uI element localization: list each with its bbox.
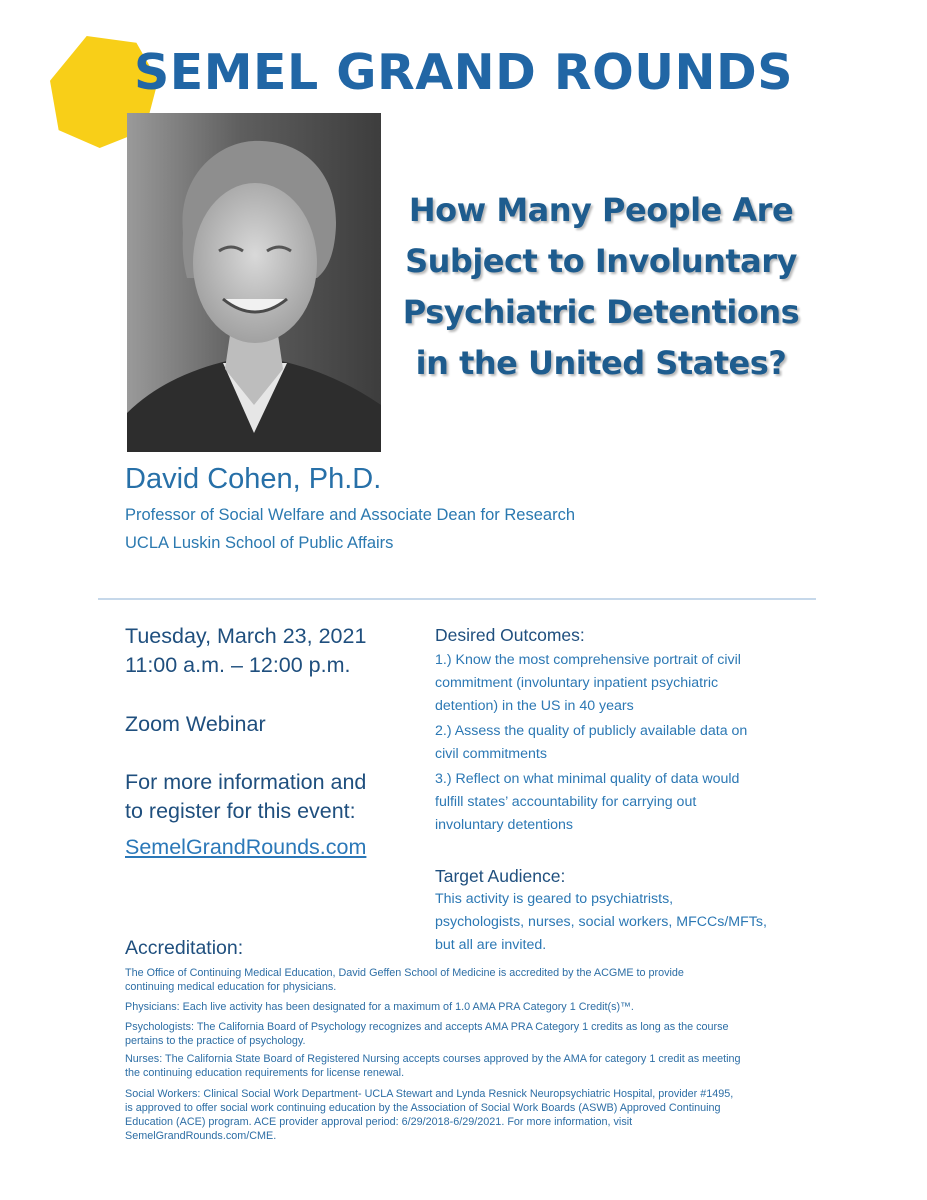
accreditation-line: Physicians: Each live activity has been designated for a maximum of 1.0 AMA PRA Category 1 Credit(s)™.	[125, 1001, 634, 1013]
outcome-line: fulfill states’ accountability for carrying out	[435, 794, 697, 810]
outcome-line: commitment (involuntary inpatient psychiatric	[435, 675, 719, 691]
accreditation-paragraph	[125, 1087, 825, 1143]
accreditation-heading: Accreditation:	[125, 937, 244, 959]
talk-title-line: in the United States?	[415, 344, 787, 382]
speaker-photo	[127, 113, 381, 452]
register-link[interactable]: SemelGrandRounds.com	[125, 835, 367, 859]
outcome-item-2	[435, 720, 795, 766]
accreditation-paragraph	[125, 966, 825, 994]
accreditation-line: Social Workers: Clinical Social Work Department- UCLA Stewart and Lynda Resnick Neuropsychiatric Hospital, provider #1495,	[125, 1088, 734, 1100]
accreditation-line: is approved to offer social work continuing education by the Association of Social Work Boards (ASWB) Approved Continuing	[125, 1102, 721, 1114]
audience-line: but all are invited.	[435, 937, 547, 953]
accreditation-line: The Office of Continuing Medical Education, David Geffen School of Medicine is accredited by the ACGME to provide	[125, 967, 684, 979]
talk-title-line: How Many People Are	[408, 191, 794, 229]
accreditation-line: the continuing education requirements for license renewal.	[125, 1067, 405, 1079]
audience-heading: Target Audience:	[435, 866, 566, 886]
accreditation-paragraph	[125, 1020, 825, 1048]
speaker-name: David Cohen, Ph.D.	[125, 463, 382, 495]
outcome-item-3	[435, 768, 795, 837]
register-info-line: For more information and	[125, 770, 367, 794]
event-date: Tuesday, March 23, 2021	[125, 624, 367, 648]
event-venue: Zoom Webinar	[125, 712, 266, 736]
section-divider	[98, 598, 816, 600]
accreditation-paragraph	[125, 1000, 825, 1014]
audience-line: This activity is geared to psychiatrists,	[435, 891, 674, 907]
accreditation-line: Nurses: The California State Board of Registered Nursing accepts courses approved by the AMA for category 1 credit as meeting	[125, 1053, 741, 1065]
outcome-line: civil commitments	[435, 746, 547, 762]
outcome-line: 3.) Reflect on what minimal quality of data would	[435, 771, 740, 787]
speaker-position: Professor of Social Welfare and Associate Dean for Research	[125, 506, 576, 524]
speaker-affiliation: UCLA Luskin School of Public Affairs	[125, 534, 394, 552]
outcomes-heading: Desired Outcomes:	[435, 625, 585, 645]
accreditation-line: pertains to the practice of psychology.	[125, 1035, 306, 1047]
page-brand-title: SEMEL GRAND ROUNDS	[133, 44, 794, 101]
accreditation-line: continuing medical education for physicians.	[125, 981, 337, 993]
accreditation-line: Psychologists: The California Board of Psychology recognizes and accepts AMA PRA Category 1 credits as long as the course	[125, 1021, 729, 1033]
talk-title-line: Subject to Involuntary	[405, 242, 797, 280]
accreditation-line: Education (ACE) program. ACE provider approval period: 6/29/2018-6/29/2021. For more information, visit	[125, 1116, 633, 1128]
register-info-line: to register for this event:	[125, 799, 356, 823]
talk-title	[386, 185, 816, 389]
event-time: 11:00 a.m. – 12:00 p.m.	[125, 653, 351, 677]
outcome-line: 1.) Know the most comprehensive portrait of civil	[435, 652, 741, 668]
accreditation-paragraph	[125, 1052, 825, 1080]
outcome-item-1	[435, 649, 795, 718]
audience-line: psychologists, nurses, social workers, MFCCs/MFTs,	[435, 914, 767, 930]
outcome-line: detention) in the US in 40 years	[435, 698, 634, 714]
talk-title-line: Psychiatric Detentions	[402, 293, 800, 331]
outcome-line: 2.) Assess the quality of publicly available data on	[435, 723, 748, 739]
outcome-line: involuntary detentions	[435, 817, 574, 833]
audience-text	[435, 888, 795, 957]
accreditation-line: SemelGrandRounds.com/CME.	[125, 1130, 277, 1142]
